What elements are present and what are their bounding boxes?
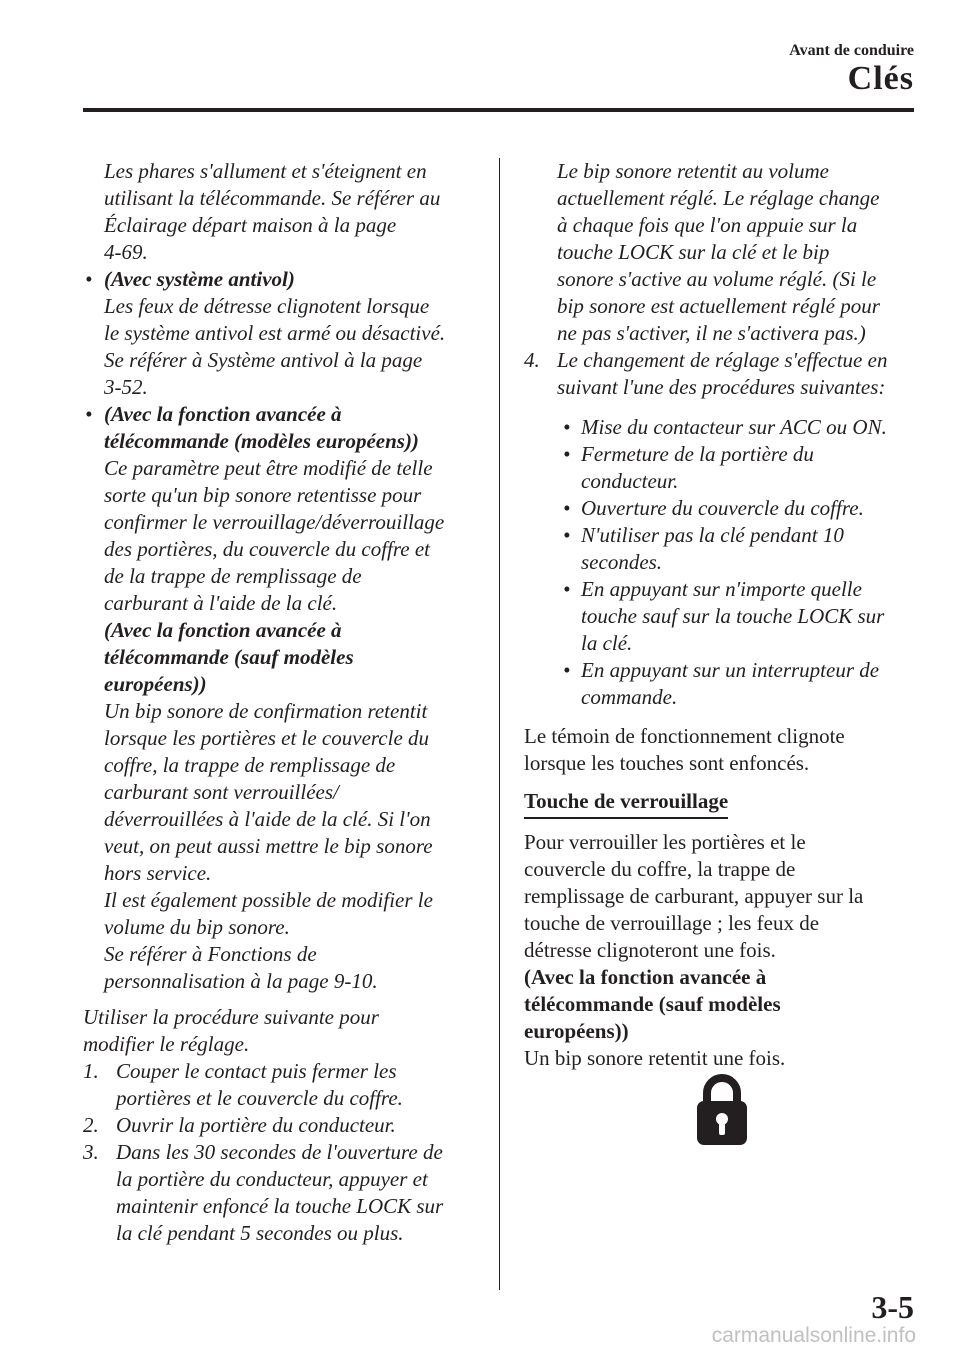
step-number: 4. [524,348,540,372]
text-line: la clé. [581,631,633,655]
text-line: coffre, la trappe de remplissage de [104,753,396,777]
text-line: sorte qu'un bip sonore retentisse pour [104,483,422,507]
column-divider [499,158,500,1290]
text-line: Pour verrouiller les portières et le [524,830,806,854]
step-4 [524,347,924,401]
step-1 [83,1058,483,1112]
step-number: 3. [83,1140,99,1164]
text-line: Un bip sonore de confirmation retentit [104,699,428,723]
text-line: Il est également possible de modifier le [104,888,433,912]
text-line: volume du bip sonore. [104,915,290,939]
step-3-continued [524,158,924,347]
step-number: 2. [83,1113,99,1137]
text-line: Un bip sonore retentit une fois. [524,1046,786,1070]
text-line: portières et le couvercle du coffre. [116,1086,403,1110]
bullet-advanced-remote [83,401,483,995]
text-line: actuellement réglé. Le réglage change [557,186,880,210]
text-line: conducteur. [581,469,679,493]
bullet-title: (Avec la fonction avancée à [104,402,342,426]
text-line: Dans les 30 secondes de l'ouverture de [116,1140,443,1164]
sub-bullet [524,576,924,657]
text-line: le système antivol est armé ou désactivé. [104,321,446,345]
text-line: secondes. [581,550,663,574]
bullet-icon: • [85,267,93,291]
sub-bullet [524,657,924,711]
text-line: Fermeture de la portière du [581,442,814,466]
bullet-icon: • [563,658,571,682]
text-line: Se référer à Fonctions de [104,942,317,966]
text-line: Éclairage départ maison à la page [104,213,397,237]
bullet-title: (Avec la fonction avancée à [104,618,342,642]
right-column [524,158,924,1072]
bullet-icon: • [85,402,93,426]
sub-bullet [524,441,924,495]
text-line: Ouverture du couvercle du coffre. [581,496,864,520]
text-line: maintenir enfoncé la touche LOCK sur [116,1194,444,1218]
text-line: Ouvrir la portière du conducteur. [116,1113,396,1137]
bullet-title: télécommande (modèles européens)) [104,429,419,453]
bullet-icon: • [563,442,571,466]
text-line: la portière du conducteur, appuyer et [116,1167,428,1191]
bullet-icon: • [563,415,571,439]
text-line: commande. [581,685,678,709]
bullet-icon: • [563,496,571,520]
left-column [83,158,483,1247]
section-heading: Touche de verrouillage [524,788,728,819]
step-2 [83,1112,483,1139]
text-line: Le témoin de fonctionnement clignote [524,724,845,748]
header-section-label: Avant de conduire [789,42,914,59]
text-line: à chaque fois que l'on appuie sur la [557,213,858,237]
text-line: modifier le réglage. [83,1032,250,1056]
text-line: de la trappe de remplissage de [104,564,362,588]
text-line: des portières, du couvercle du coffre et [104,537,430,561]
text-line: Mise du contacteur sur ACC ou ON. [581,415,887,439]
text-line: Le bip sonore retentit au volume [557,159,829,183]
text-line: couvercle du coffre, la trappe de [524,857,796,881]
sub-bullet-list [524,414,924,711]
text-line: lorsque les touches sont enfoncés. [524,751,810,775]
lock-icon [695,1073,749,1147]
watermark: carmanualsonline.info [711,1324,916,1347]
text-line: déverrouillées à l'aide de la clé. Si l'on [104,807,431,831]
text-line: En appuyant sur n'importe quelle [581,577,862,601]
text-line: En appuyant sur un interrupteur de [581,658,880,682]
text-line: carburant à l'aide de la clé. [104,591,338,615]
bullet-icon: • [563,577,571,601]
text-line: N'utiliser pas la clé pendant 10 [581,523,844,547]
text-line: 3-52. [104,375,148,399]
procedure-intro [83,1004,483,1058]
step-3 [83,1139,483,1247]
section-heading-wrap [524,788,924,819]
text-line: remplissage de carburant, appuyer sur la [524,884,864,908]
text-line: touche LOCK sur la clé et le bip [557,240,830,264]
text-line: Ce paramètre peut être modifié de telle [104,456,433,480]
text-line: Utiliser la procédure suivante pour [83,1005,379,1029]
lock-paragraph [524,829,924,1072]
indicator-paragraph [524,723,924,777]
bullet-title: (Avec système antivol) [104,267,295,291]
text-line: suivant l'une des procédures suivantes: [557,375,886,399]
sub-bullet [524,414,924,441]
bold-line: européens)) [524,1019,629,1043]
text-line: confirmer le verrouillage/déverrouillage [104,510,445,534]
text-line: 4-69. [104,240,148,264]
sub-bullet [524,495,924,522]
bold-line: télécommande (sauf modèles [524,992,781,1016]
text-line: hors service. [104,861,212,885]
page-title: Clés [847,60,914,97]
text-line: touche de verrouillage ; les feux de [524,911,820,935]
text-line: Les phares s'allument et s'éteignent en [104,159,427,183]
text-line: détresse clignoteront une fois. [524,938,776,962]
step-number: 1. [83,1059,99,1083]
page-number: 3-5 [871,1289,914,1325]
text-line: Se référer à Système antivol à la page [104,348,423,372]
bold-line: (Avec la fonction avancée à [524,965,767,989]
bullet-antivol [83,266,483,401]
text-line: carburant sont verrouillées/ [104,780,339,804]
text-line: veut, on peut aussi mettre le bip sonore [104,834,433,858]
text-line: ne pas s'activer, il ne s'activera pas.) [557,321,866,345]
bullet-title: européens)) [104,672,207,696]
text-line: touche sauf sur la touche LOCK sur [581,604,885,628]
text-line: Couper le contact puis fermer les [116,1059,397,1083]
intro-paragraph [83,158,483,266]
text-line: personnalisation à la page 9-10. [104,969,378,993]
text-line: utilisant la télécommande. Se référer au [104,186,441,210]
text-line: sonore s'active au volume réglé. (Si le [557,267,877,291]
sub-bullet [524,522,924,576]
text-line: bip sonore est actuellement réglé pour [557,294,880,318]
header-rule [83,108,914,112]
text-line: lorsque les portières et le couvercle du [104,726,430,750]
text-line: Le changement de réglage s'effectue en [557,348,888,372]
text-line: la clé pendant 5 secondes ou plus. [116,1221,404,1245]
text-line: Les feux de détresse clignotent lorsque [104,294,430,318]
bullet-title: télécommande (sauf modèles [104,645,354,669]
bullet-icon: • [563,523,571,547]
